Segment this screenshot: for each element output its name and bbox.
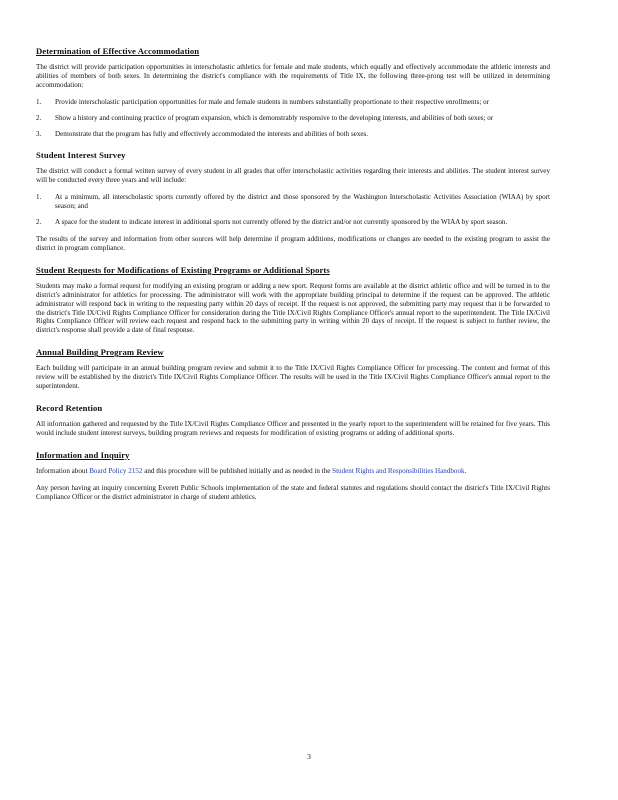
section-survey <box>36 150 550 252</box>
paragraph-survey-intro: The district will conduct a formal written survey of every student in all grades that offer interscholastic activities regarding their interests and abilities. The student interest survey will be conducted every three years and will include: <box>36 167 550 185</box>
handbook-link[interactable]: Student Rights and Responsibilities Handbook <box>332 466 465 475</box>
section-retention <box>36 403 550 438</box>
list-number: 2. <box>36 218 42 227</box>
list-number: 1. <box>36 193 42 202</box>
paragraph-inquiry: Any person having an inquiry concerning Everett Public Schools implementation of the state and federal statutes and regulations should contact the district's Title IX/Civil Rights Compliance Officer or the district administrator in charge of student athletics. <box>36 483 550 501</box>
list-text: Show a history and continuing practice of program expansion, which is demonstrably responsive to the developing interests, and abilities of both sexes; or <box>55 113 494 122</box>
list-item <box>36 193 550 211</box>
list-number: 1. <box>36 97 42 106</box>
page-number: 3 <box>307 752 311 761</box>
paragraph-accommodation-intro: The district will provide participation opportunities in interscholastic athletics for female and male students, which equally and effectively accommodate the athletic interests and abilities of members of both sexes. In determining the district's compliance with the requirements of Title IX, the following three-prong test will be utilized in determining accommodation: <box>36 63 550 89</box>
list-number: 3. <box>36 129 42 138</box>
heading-retention: Record Retention <box>36 402 103 413</box>
list-item <box>36 130 550 139</box>
board-policy-link[interactable]: Board Policy 2152 <box>89 466 143 475</box>
list-number: 2. <box>36 113 42 122</box>
paragraph-survey-closing: The results of the survey and information from other sources will help determine if program additions, modifications or changes are needed to the existing program to assist the district in program compliance. <box>36 234 550 252</box>
section-requests <box>36 265 550 335</box>
list-text: Demonstrate that the program has fully and effectively accommodated the interests and abilities of both sexes. <box>55 129 369 138</box>
paragraph-review: Each building will participate in an annual building program review and submit it to the Title IX/Civil Rights Compliance Officer for processing. The content and format of this review will be established by the district's Title IX/Civil Rights Compliance Officer. The results will be used in the Title IX/Civil Rights Compliance Officer's annual report to the superintendent. <box>36 364 550 391</box>
section-accommodation <box>36 46 550 138</box>
list-survey <box>36 193 550 227</box>
heading-info: Information and Inquiry <box>36 449 130 460</box>
paragraph-requests: Students may make a formal request for modifying an existing program or adding a new sport. Request forms are available at the district athletic office and will be turned in to the district's administrator for athletics for processing. The administrator will work with the appropriate building principal to determine if the request can be approved. The athletic administrator will respond back in writing to the requesting party within 20 days of receipt. If the request is not approved, the submitting party may request that it be forwarded to the district's Title IX/Civil Rights Compliance Officer for consideration during the Title IX/Civil Rights Compliance Officer's annual report to the superintendent. The Title IX/Civil Rights Compliance Officer will review each request and respond back to the submitting party in writing within 20 days of receipt. If the request is subject to further review, the district's response shall provide a date of final response. <box>36 281 550 335</box>
info-text-after: . <box>464 466 467 475</box>
paragraph-info <box>36 467 550 476</box>
document-page <box>36 46 550 513</box>
info-text-middle: and this procedure will be published initially and as needed in the <box>144 466 331 475</box>
list-item <box>36 218 550 227</box>
heading-review: Annual Building Program Review <box>36 347 164 358</box>
paragraph-retention: All information gathered and requested by the Title IX/Civil Rights Compliance Officer and presented in the yearly report to the superintendent will be retained for five years. This would include student interest surveys, building program reviews and requests for modification of existing programs or adding of additional sports. <box>36 419 550 437</box>
heading-accommodation: Determination of Effective Accommodation <box>36 46 200 56</box>
list-text: A space for the student to indicate interest in additional sports not currently offered by the district and/or not currently sponsored by the WIAA by sport season. <box>55 218 508 227</box>
list-text: At a minimum, all interscholastic sports currently offered by the district and those sponsored by the Washington Interscholastic Activities Association (WIAA) by sport season; and <box>55 193 550 211</box>
heading-requests: Student Requests for Modifications of Existing Programs or Additional Sports <box>36 264 330 275</box>
heading-survey: Student Interest Survey <box>36 150 126 161</box>
list-text: Provide interscholastic participation opportunities for male and female students in numbers substantially proportionate to their respective enrollments; or <box>55 97 489 106</box>
list-item <box>36 98 550 107</box>
info-text-before: Information about <box>36 466 88 475</box>
list-accommodation <box>36 98 550 139</box>
section-info <box>36 450 550 502</box>
list-item <box>36 114 550 123</box>
section-review <box>36 347 550 391</box>
